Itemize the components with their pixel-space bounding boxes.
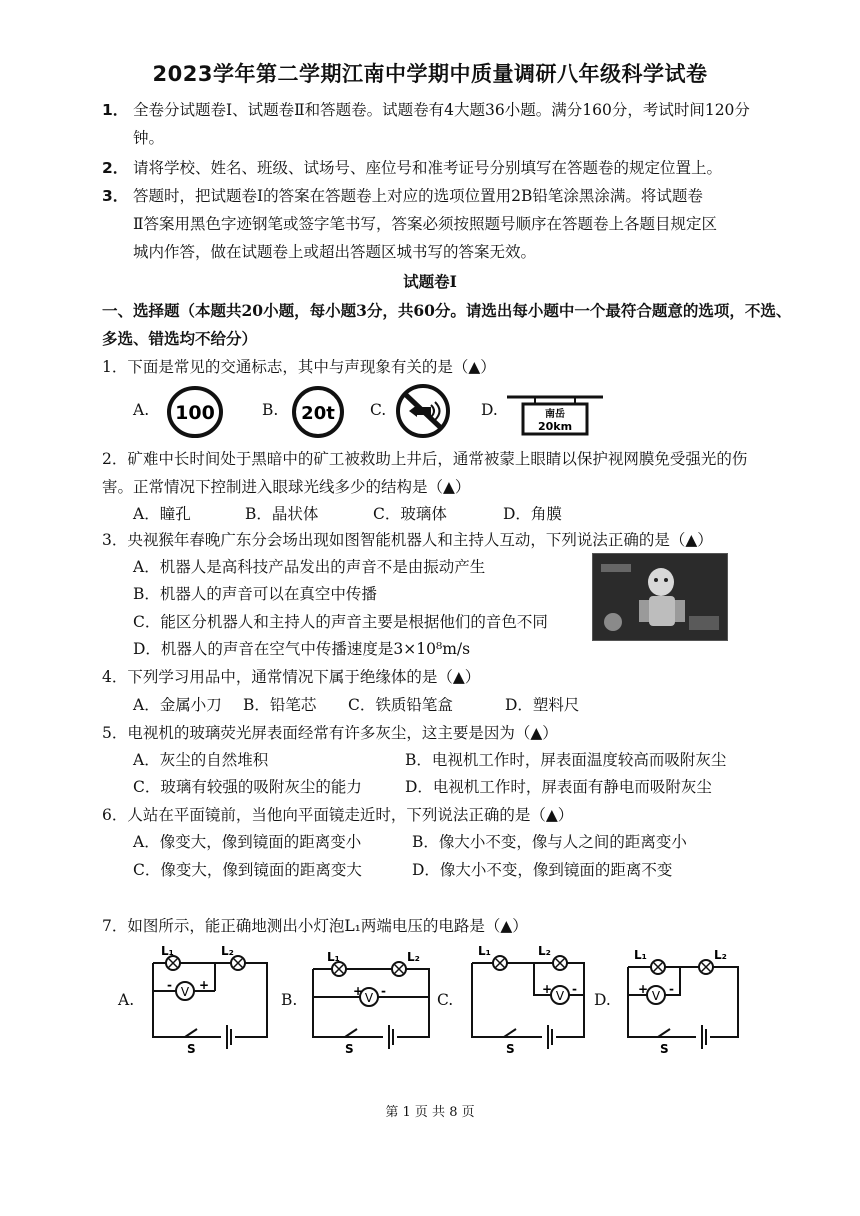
instruction-text: 答题时，把试题卷Ⅰ的答案在答题卷上对应的选项位置用2B铅笔涂黑涂满。将试题卷 (133, 187, 703, 205)
q5-option: A．灰尘的自然堆积 (133, 751, 269, 769)
question-2-stem: 害。正常情况下控制进入眼球光线多少的结构是（▲） (102, 478, 471, 496)
minus-sign: - (572, 982, 577, 996)
sign-d-bottom-text: 20km (537, 420, 573, 433)
section-title: 试题卷Ⅰ (403, 272, 457, 291)
sign-a-text: 100 (175, 402, 215, 424)
question-4-stem: 4．下列学习用品中，通常情况下属于绝缘体的是（▲） (102, 668, 481, 686)
instruction-number: 2． (102, 159, 129, 177)
svg-text:V: V (180, 985, 190, 999)
minus-sign: - (381, 984, 386, 998)
bulb-l1 (493, 956, 507, 970)
q6-option: B．像大小不变，像与人之间的距离变小 (412, 833, 687, 851)
q2-option: D．角膜 (503, 505, 562, 523)
q3-option: B．机器人的声音可以在真空中传播 (133, 585, 377, 603)
minus-sign: - (669, 982, 674, 996)
sign-d-top-text: 南岳 (545, 409, 565, 420)
q7-option-label: B. (281, 991, 298, 1009)
q7-option-label: D. (594, 991, 611, 1009)
robot-figure-image (593, 554, 727, 640)
label-l1: L₁ (634, 948, 647, 962)
minus-sign: - (167, 978, 172, 992)
q2-option: B．晶状体 (245, 505, 319, 523)
q7-option-label: A. (118, 991, 135, 1009)
label-l1: L₁ (161, 945, 174, 958)
bulb-l2 (392, 962, 406, 976)
q5-option: B．电视机工作时，屏表面温度较高而吸附灰尘 (405, 751, 727, 769)
robot-host-photo (592, 553, 728, 641)
circuit-b (305, 945, 440, 1055)
instruction-text: Ⅱ答案用黑色字迹钢笔或签字笔书写，答案必须按照题号顺序在答题卷上各题目规定区 (133, 215, 718, 233)
svg-text:V: V (364, 991, 374, 1005)
label-l1: L₁ (327, 950, 340, 964)
bulb-l1 (332, 962, 346, 976)
q1-option-label: A. (133, 401, 150, 419)
q1-option-label: D. (481, 401, 498, 419)
q4-option: D．塑料尺 (505, 696, 580, 714)
plus-sign: + (353, 984, 364, 998)
q1-option-label: B. (262, 401, 279, 419)
q4-option: C．铁质铅笔盒 (348, 696, 453, 714)
q4-option: B．铅笔芯 (243, 696, 317, 714)
no-honking-sign (394, 383, 452, 439)
plus-sign: + (542, 982, 553, 996)
q6-option: A．像变大，像到镜面的距离变小 (133, 833, 362, 851)
question-7-stem: 7．如图所示，能正确地测出小灯泡L₁两端电压的电路是（▲） (102, 917, 528, 935)
sign-b-text: 20t (301, 403, 335, 424)
svg-text:V: V (651, 989, 661, 1003)
voltmeter (647, 986, 665, 1004)
q1-option-label: C. (370, 401, 387, 419)
question-6-stem: 6．人站在平面镜前，当他向平面镜走近时，下列说法正确的是（▲） (102, 806, 574, 824)
label-l2: L₂ (407, 950, 420, 964)
q3-option: C．能区分机器人和主持人的声音主要是根据他们的音色不同 (133, 613, 548, 631)
label-l2: L₂ (538, 945, 551, 958)
label-s: S (345, 1042, 354, 1055)
q3-option: D．机器人的声音在空气中传播速度是3×10⁸m/s (133, 640, 471, 658)
instruction-text: 钟。 (133, 129, 165, 147)
label-l1: L₁ (478, 945, 491, 958)
label-s: S (660, 1042, 669, 1055)
plus-sign: + (638, 982, 649, 996)
circuit-c (462, 945, 597, 1055)
weight-limit-20t-sign (290, 385, 346, 439)
page-title: 2023学年第二学期江南中学期中质量调研八年级科学试卷 (152, 62, 708, 86)
bulb-l1 (166, 956, 180, 970)
speed-limit-100-sign (165, 385, 225, 439)
instruction-text: 城内作答，做在试题卷上或超出答题区城书写的答案无效。 (133, 243, 537, 261)
q3-option: A．机器人是高科技产品发出的声音不是由振动产生 (133, 558, 486, 576)
q4-option: A．金属小刀 (133, 696, 222, 714)
instruction-number: 1． (102, 101, 129, 119)
instruction-number: 3． (102, 187, 129, 205)
q5-option: C．玻璃有较强的吸附灰尘的能力 (133, 778, 362, 796)
label-l2: L₂ (221, 945, 234, 958)
svg-text:V: V (555, 989, 565, 1003)
label-s: S (187, 1042, 196, 1055)
q7-option-label: C. (437, 991, 454, 1009)
page-footer: 第 1 页 共 8 页 (385, 1105, 475, 1120)
bulb-l1 (651, 960, 665, 974)
plus-sign: + (199, 978, 210, 992)
instruction-text: 请将学校、姓名、班级、试场号、座位号和准考证号分别填写在答题卷的规定位置上。 (133, 159, 723, 177)
bulb-l2 (553, 956, 567, 970)
question-1-stem: 1．下面是常见的交通标志，其中与声现象有关的是（▲） (102, 358, 496, 376)
bulb-l2 (699, 960, 713, 974)
part-heading: 多选、错选均不给分） (102, 329, 258, 348)
instruction-text: 全卷分试题卷Ⅰ、试题卷Ⅱ和答题卷。试题卷有4大题36小题。满分160分，考试时间120分 (133, 101, 750, 119)
circuit-a (143, 945, 278, 1055)
voltmeter (176, 982, 194, 1000)
voltmeter (551, 986, 569, 1004)
question-2-stem: 2．矿难中长时间处于黑暗中的矿工被救助上井后，通常被蒙上眼睛以保护视网膜免受强光的伤 (102, 450, 748, 468)
part-heading: 一、选择题（本题共20小题，每小题3分，共60分。请选出每小题中一个最符合题意的选项，不选、 (102, 301, 792, 320)
label-l2: L₂ (714, 948, 727, 962)
q5-option: D．电视机工作时，屏表面有静电而吸附灰尘 (405, 778, 712, 796)
label-s: S (506, 1042, 515, 1055)
q6-option: D．像大小不变，像到镜面的距离不变 (412, 861, 673, 879)
distance-sign (505, 388, 605, 438)
question-3-stem: 3．央视猴年春晚广东分会场出现如图智能机器人和主持人互动，下列说法正确的是（▲） (102, 531, 713, 549)
circuit-d (616, 945, 746, 1055)
q2-option: A．瞳孔 (133, 505, 191, 523)
question-5-stem: 5．电视机的玻璃荧光屏表面经常有许多灰尘，这主要是因为（▲） (102, 724, 558, 742)
q6-option: C．像变大，像到镜面的距离变大 (133, 861, 362, 879)
q2-option: C．玻璃体 (373, 505, 447, 523)
bulb-l2 (231, 956, 245, 970)
